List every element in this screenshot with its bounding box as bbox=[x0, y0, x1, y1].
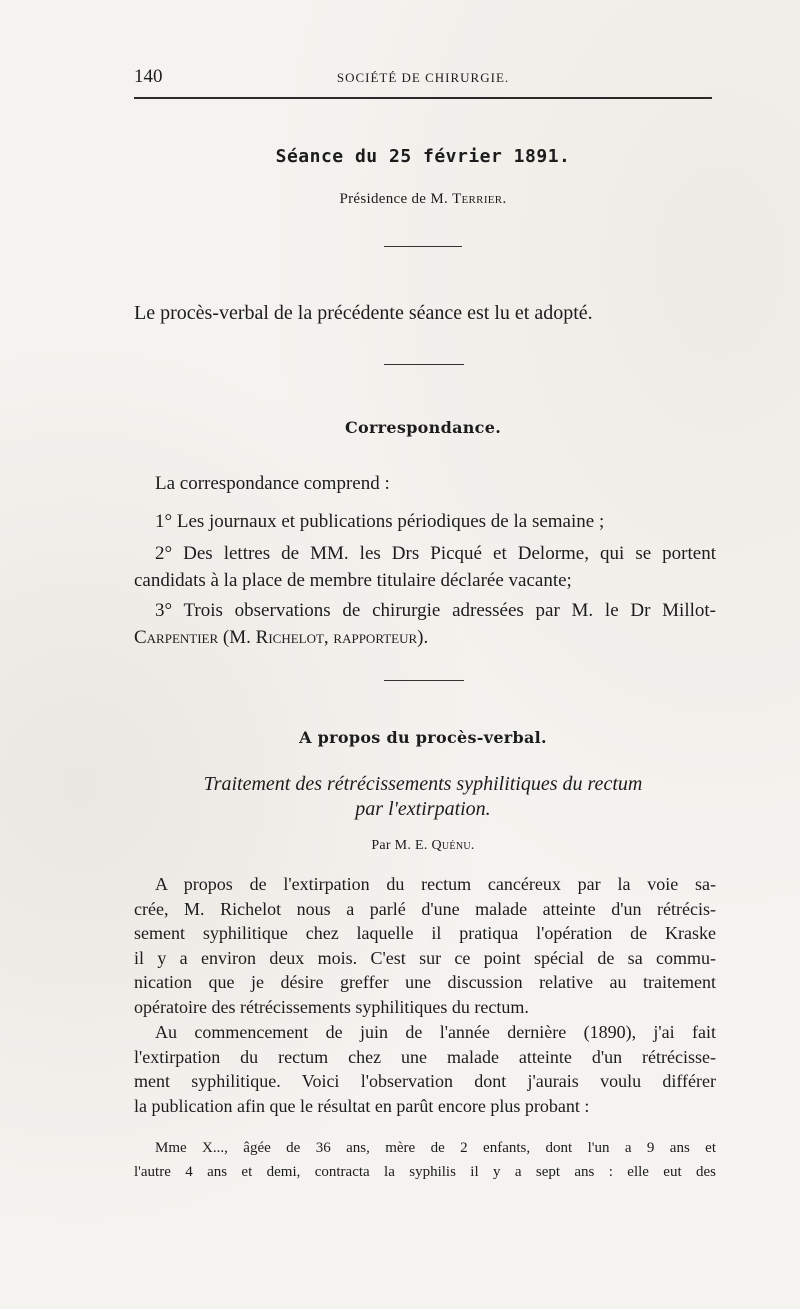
author-name: Quénu bbox=[431, 838, 471, 853]
body-paragraph-2 bbox=[134, 1020, 716, 1118]
separator-rule bbox=[384, 680, 464, 681]
presidency-name: Terrier bbox=[452, 191, 503, 207]
text-line: Mme X..., âgée de 36 ans, mère de 2 enfants, dont l'un a 9 ans et bbox=[155, 1140, 716, 1156]
presidency-prefix: Présidence de M. bbox=[339, 191, 453, 207]
separator-rule bbox=[384, 246, 462, 247]
text-line: 3° Trois observations de chirurgie adressées par M. le Dr Millot- bbox=[155, 600, 716, 621]
header-rule bbox=[134, 97, 712, 99]
text-line: ment syphilitique. Voici l'observation dont j'aurais voulu différer bbox=[134, 1071, 716, 1091]
author-line bbox=[134, 838, 712, 854]
text-line: l'autre 4 ans et demi, contracta la syphilis il y a sept ans : elle eut des bbox=[134, 1164, 716, 1180]
correspondence-item-2 bbox=[134, 540, 716, 594]
running-title: SOCIÉTÉ DE CHIRURGIE. bbox=[336, 70, 510, 85]
correspondence-intro: La correspondance comprend : bbox=[155, 473, 390, 494]
text-line: Au commencement de juin de l'année dernière (1890), j'ai fait bbox=[155, 1022, 716, 1042]
article-title-line: par l'extirpation. bbox=[355, 798, 491, 820]
correspondence-heading: Correspondance. bbox=[344, 418, 502, 437]
text-line: 2° Des lettres de MM. les Drs Picqué et Delorme, qui se portent bbox=[155, 543, 716, 564]
text-line: candidats à la place de membre titulaire déclarée vacante; bbox=[134, 570, 572, 591]
session-title: Séance du 25 février 1891. bbox=[275, 146, 571, 167]
text-line: la publication afin que le résultat en parût encore plus probant : bbox=[134, 1095, 590, 1116]
running-head bbox=[134, 66, 712, 88]
presidency-line bbox=[134, 191, 712, 208]
author-prefix: Par M. E. bbox=[371, 838, 432, 853]
text-line: A propos de l'extirpation du rectum cancéreux par la voie sa- bbox=[155, 874, 716, 894]
text-line: opératoire des rétrécissements syphilitiques du rectum. bbox=[134, 996, 529, 1017]
text-line: il y a environ deux mois. C'est sur ce point spécial de sa commu- bbox=[134, 947, 716, 968]
body-paragraph-1 bbox=[134, 872, 716, 1019]
text-line: sement syphilitique chez laquelle il pratiqua l'opération de Kraske bbox=[134, 923, 716, 943]
article-title-line: Traitement des rétrécissements syphilitiques du rectum bbox=[203, 773, 643, 795]
text-line: nication que je désire greffer une discussion relative au traitement bbox=[134, 972, 716, 992]
text-line: Carpentier (M. Richelot, rapporteur). bbox=[134, 627, 429, 648]
author-suffix: . bbox=[470, 838, 475, 853]
correspondence-item-3 bbox=[134, 597, 716, 651]
text-line: crée, M. Richelot nous a parlé d'une malade atteinte d'un rétrécis- bbox=[134, 898, 716, 919]
minutes-statement: Le procès-verbal de la précédente séance est lu et adopté. bbox=[134, 302, 593, 324]
page-number: 140 bbox=[134, 66, 163, 87]
correspondence-item-1: 1° Les journaux et publications périodiques de la semaine ; bbox=[155, 511, 605, 532]
article-title bbox=[134, 772, 712, 822]
presidency-suffix: . bbox=[502, 191, 507, 207]
observation-paragraph bbox=[134, 1136, 716, 1184]
text-line: l'extirpation du rectum chez une malade atteinte d'un rétrécisse- bbox=[134, 1046, 716, 1067]
article-section-heading: A propos du procès-verbal. bbox=[299, 728, 547, 747]
separator-rule bbox=[384, 364, 464, 365]
